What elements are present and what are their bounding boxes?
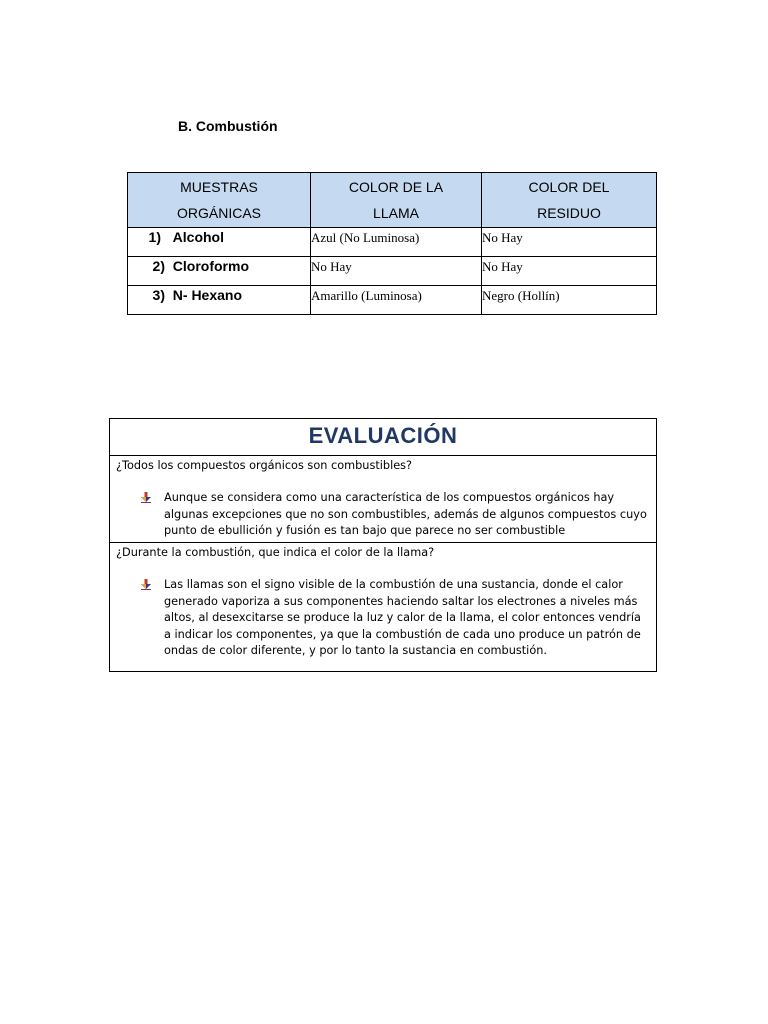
sample-cell <box>128 228 311 257</box>
header-color-llama <box>311 173 482 228</box>
question-text: ¿Durante la combustión, que indica el color de la llama? <box>116 546 435 559</box>
question-text: ¿Todos los compuestos orgánicos son combustibles? <box>116 459 413 472</box>
sample-cell <box>128 257 311 286</box>
row-number: 2) <box>152 258 165 274</box>
header-line: ORGÁNICAS <box>176 205 261 221</box>
row-number: 3) <box>152 287 165 303</box>
answer-item <box>164 577 656 660</box>
header-line: COLOR DEL <box>528 179 610 195</box>
answer-item <box>164 490 656 540</box>
section-title: B. Combustión <box>178 118 278 134</box>
header-line: MUESTRAS <box>180 179 258 195</box>
evaluation-box <box>109 418 657 672</box>
qa-block <box>110 543 656 660</box>
answer-text: Las llamas son el signo visible de la combustión de una sustancia, donde el calor generado vaporiza a sus componentes haciendo saltar los electrones a niveles más altos, al desexcitarse se produce la luz y calor de la llama, el color entonces vendría a indicar los componentes, ya que la combustión de cada uno produce un patrón de ondas de color diferente, y por lo tanto la sustancia en combustión. <box>164 578 641 657</box>
flame-color-cell: Amarillo (Luminosa) <box>311 286 482 315</box>
combustion-table <box>127 172 657 315</box>
header-line: COLOR DE LA <box>348 179 444 195</box>
evaluation-title: EVALUACIÓN <box>110 419 656 456</box>
flame-color-cell: No Hay <box>311 257 482 286</box>
answer-text: Aunque se considera como una característica de los compuestos orgánicos hay algunas excepciones que no son combustibles, además de algunos compuestos cuyo punto de ebullición y fusión es tan bajo que parece no ser combustible <box>164 491 647 537</box>
header-line: RESIDUO <box>537 205 601 221</box>
table-row <box>128 257 657 286</box>
qa-block <box>110 456 656 543</box>
sample-cell <box>128 286 311 315</box>
arrow-bullet-icon <box>141 579 151 590</box>
header-color-residuo <box>482 173 657 228</box>
sample-name: N- Hexano <box>172 287 243 303</box>
sample-name: Alcohol <box>172 229 225 245</box>
table-row <box>128 286 657 315</box>
residue-color-cell: No Hay <box>482 228 657 257</box>
residue-color-cell: Negro (Hollín) <box>482 286 657 315</box>
flame-color-cell: Azul (No Luminosa) <box>311 228 482 257</box>
arrow-bullet-icon <box>141 492 151 503</box>
residue-color-cell: No Hay <box>482 257 657 286</box>
header-line: LLAMA <box>373 205 419 221</box>
row-number: 1) <box>148 229 161 245</box>
sample-name: Cloroformo <box>172 258 249 274</box>
table-row <box>128 228 657 257</box>
table-header-row <box>128 173 657 228</box>
header-muestras <box>128 173 311 228</box>
